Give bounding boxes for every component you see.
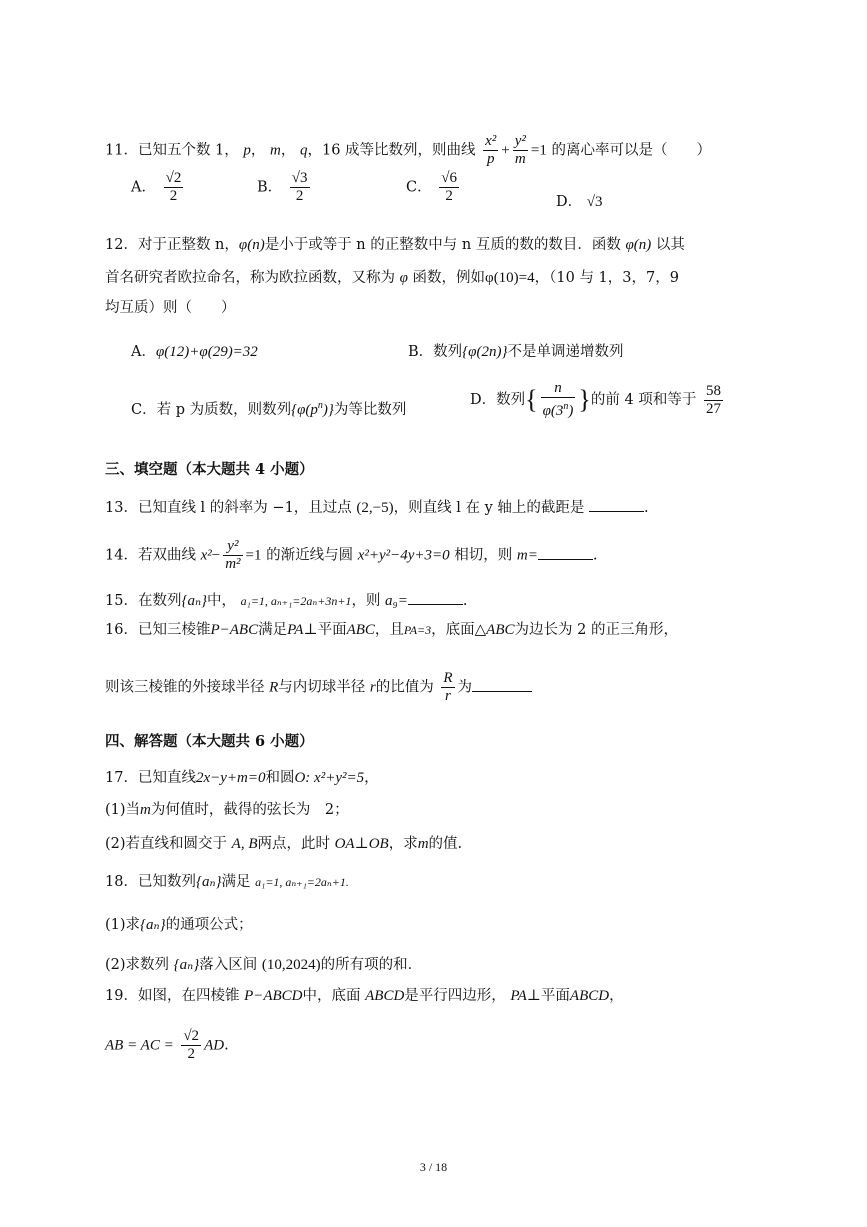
question-18-part-1: (1)求{aₙ}的通项公式；: [105, 917, 253, 933]
question-17-part-2: (2)若直线和圆交于 A, B两点，此时 OA⊥OB，求m的值.: [105, 836, 463, 852]
question-12-line-1: 12．对于正整数 n，φ(n)是小于或等于 n 的正整数中与 n 互质的数的数目．函数 φ(n) 以其: [105, 237, 685, 253]
section-4-heading: 四、解答题（本大题共 6 小题）: [105, 733, 314, 750]
question-11: 11．已知五个数 1， p， m， q，16 成等比数列，则曲线 $\frac{\text{x²}}{p}$ + $\frac{\text{y²}}{m}$ =1 的离心率可以是（ ）: [105, 133, 711, 167]
answer-blank[interactable]: [538, 543, 593, 560]
question-12-line-2: 首名研究者欧拉命名，称为欧拉函数，又称为 φ 函数，例如φ(10)=4，（10 与 1，3，7，9: [105, 270, 679, 286]
question-16-line-2: 则该三棱锥的外接球半径 R与内切球半径 r的比值为 $\frac{R}{r}$ 为: [105, 670, 532, 705]
question-16-line-1: 16．已知三棱锥P−ABC满足PA⊥平面ABC，且PA=3，底面△ABC为边长为 2 的正三角形，: [105, 622, 678, 638]
q12-option-c[interactable]: C．若 p 为质数，则数列$\{\varphi(p^n)\}$为等比数列: [131, 400, 407, 418]
question-17-part-1: (1)当m为何值时，截得的弦长为 2；: [105, 802, 349, 818]
answer-blank[interactable]: [408, 588, 463, 605]
question-19-equation: AB = AC = $\frac{√2}{2}$ AD.: [105, 1028, 229, 1062]
question-13: 13．已知直线 l 的斜率为 −1，且过点 (2,−5)，则直线 l 在 y 轴上的截距是 .: [105, 495, 649, 518]
q12-option-a[interactable]: A．φ(12)+φ(29)=32: [131, 344, 258, 360]
answer-blank[interactable]: [472, 675, 532, 692]
ellipse-term-y: $\frac{\text{y²}}{m}$: [514, 133, 526, 167]
q12-option-b[interactable]: B．数列{φ(2n)}不是单调递增数列: [408, 344, 624, 360]
q11-option-d[interactable]: D． √3: [556, 194, 603, 210]
section-3-heading: 三、填空题（本大题共 4 小题）: [105, 461, 314, 478]
question-18: 18．已知数列{aₙ}满足 a₁=1, aₙ₊₁=2aₙ+1.: [105, 874, 349, 890]
question-14: 14．若双曲线 x²− $\frac{\text{y²}}{\text{m²}}$ =1 的渐近线与圆 x²+y²−4y+3=0 相切，则 m= .: [105, 538, 598, 572]
q11-option-b[interactable]: B． $\frac{√3}{2}$: [257, 170, 308, 204]
question-19: 19．如图，在四棱锥 P−ABCD中，底面 ABCD是平行四边形， PA⊥平面ABCD，: [105, 988, 624, 1004]
q11-option-c[interactable]: C． $\frac{√6}{2}$: [406, 170, 457, 204]
question-17: 17．已知直线2x−y+m=0和圆O: x²+y²=5，: [105, 770, 379, 786]
page-number: 3 / 18: [419, 1160, 448, 1174]
ellipse-term-x: $\frac{\text{x²}}{p}$: [485, 133, 497, 167]
answer-blank[interactable]: [589, 495, 644, 512]
question-15: 15．在数列{aₙ}中， a₁=1, aₙ₊₁=2aₙ+3n+1，则 a₉= .: [105, 588, 468, 611]
q11-option-a[interactable]: A． $\frac{√2}{2}$: [131, 170, 182, 204]
q12-option-d[interactable]: D．数列{ $\frac{n}{\varphi(3^n)}$ }的前 4 项和等于 $\frac{58}{27}$: [470, 380, 721, 419]
question-12-line-3: 均互质）则（ ）: [105, 300, 236, 316]
question-18-part-2: (2)求数列 {aₙ}落入区间 (10,2024)的所有项的和．: [105, 957, 423, 973]
